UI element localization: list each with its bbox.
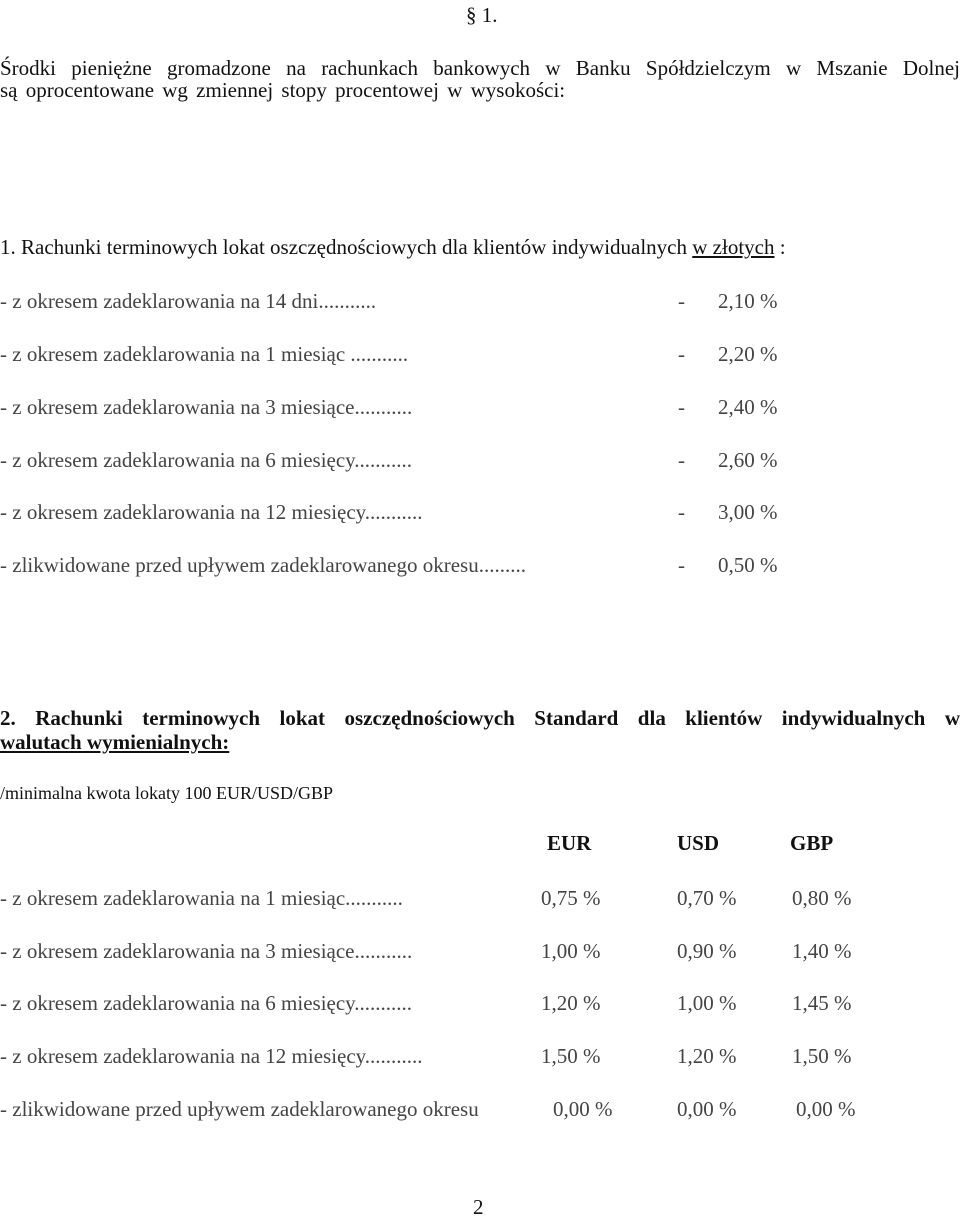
- table-row: [0, 939, 960, 963]
- intro-line-2: są oprocentowane wg zmiennej stopy procentowej w wysokości:: [0, 78, 566, 102]
- rate-row: [0, 553, 960, 577]
- rate-dash: -: [678, 289, 685, 313]
- rate-row: [0, 289, 960, 313]
- gbp-rate: 0,80 %: [792, 886, 852, 910]
- gbp-rate: 1,40 %: [792, 939, 852, 963]
- rate-row: [0, 395, 960, 419]
- gbp-rate: 1,50 %: [792, 1044, 852, 1068]
- section1-title-main: 1. Rachunki terminowych lokat oszczędnościowych dla klientów indywidualnych: [0, 235, 693, 259]
- table-row: [0, 1044, 960, 1068]
- rate-value: 0,50 %: [718, 553, 778, 577]
- minimum-amount-note: /minimalna kwota lokaty 100 EUR/USD/GBP: [0, 783, 333, 803]
- rate-label: - z okresem zadeklarowania na 12 miesięcy...........: [0, 500, 423, 524]
- column-header-usd: USD: [677, 831, 720, 855]
- usd-rate: 0,00 %: [677, 1097, 737, 1121]
- rate-label: - z okresem zadeklarowania na 14 dni...........: [0, 289, 377, 313]
- intro-line-1: Środki pieniężne gromadzone na rachunkach bankowych w Banku Spółdzielczym w Mszanie Dolnej: [0, 56, 960, 80]
- usd-rate: 1,00 %: [677, 991, 737, 1015]
- column-header-gbp: GBP: [790, 831, 834, 855]
- section2-title-line-2: walutach wymienialnych:: [0, 730, 230, 754]
- rate-label: - z okresem zadeklarowania na 3 miesiące...........: [0, 939, 413, 963]
- rate-row: [0, 448, 960, 472]
- eur-rate: 1,00 %: [541, 939, 601, 963]
- table-row: [0, 886, 960, 910]
- rate-value: 2,10 %: [718, 289, 778, 313]
- eur-rate: 0,75 %: [541, 886, 601, 910]
- rate-label: - z okresem zadeklarowania na 1 miesiąc...........: [0, 886, 403, 910]
- section-mark: § 1.: [466, 3, 498, 27]
- usd-rate: 0,70 %: [677, 886, 737, 910]
- usd-rate: 1,20 %: [677, 1044, 737, 1068]
- rate-value: 2,40 %: [718, 395, 778, 419]
- rate-dash: -: [678, 448, 685, 472]
- gbp-rate: 0,00 %: [796, 1097, 856, 1121]
- usd-rate: 0,90 %: [677, 939, 737, 963]
- rate-label: - z okresem zadeklarowania na 12 miesięcy...........: [0, 1044, 423, 1068]
- section1-title-currency: w złotych: [692, 235, 775, 259]
- rate-dash: -: [678, 342, 685, 366]
- rate-label: - zlikwidowane przed upływem zadeklarowanego okresu: [0, 1097, 479, 1121]
- rate-dash: -: [678, 395, 685, 419]
- eur-rate: 1,20 %: [541, 991, 601, 1015]
- section1-title-suffix: :: [774, 235, 786, 259]
- section1-title: [0, 237, 786, 258]
- rate-label: - z okresem zadeklarowania na 6 miesięcy...........: [0, 448, 413, 472]
- rate-value: 2,20 %: [718, 342, 778, 366]
- section2-title-line-1: 2. Rachunki terminowych lokat oszczędnościowych Standard dla klientów indywidualnych w: [0, 706, 960, 730]
- rate-label: - z okresem zadeklarowania na 1 miesiąc ...........: [0, 342, 409, 366]
- rate-row: [0, 500, 960, 524]
- eur-rate: 0,00 %: [553, 1097, 613, 1121]
- eur-rate: 1,50 %: [541, 1044, 601, 1068]
- rate-value: 2,60 %: [718, 448, 778, 472]
- rate-label: - zlikwidowane przed upływem zadeklarowanego okresu.........: [0, 553, 526, 577]
- column-header-eur: EUR: [547, 831, 592, 855]
- rate-label: - z okresem zadeklarowania na 6 miesięcy...........: [0, 991, 413, 1015]
- table-row: [0, 1097, 960, 1121]
- rate-dash: -: [678, 500, 685, 524]
- table-row: [0, 991, 960, 1015]
- gbp-rate: 1,45 %: [792, 991, 852, 1015]
- rate-label: - z okresem zadeklarowania na 3 miesiące...........: [0, 395, 413, 419]
- rate-row: [0, 342, 960, 366]
- rate-dash: -: [678, 553, 685, 577]
- rate-value: 3,00 %: [718, 500, 778, 524]
- page-number: 2: [473, 1195, 484, 1219]
